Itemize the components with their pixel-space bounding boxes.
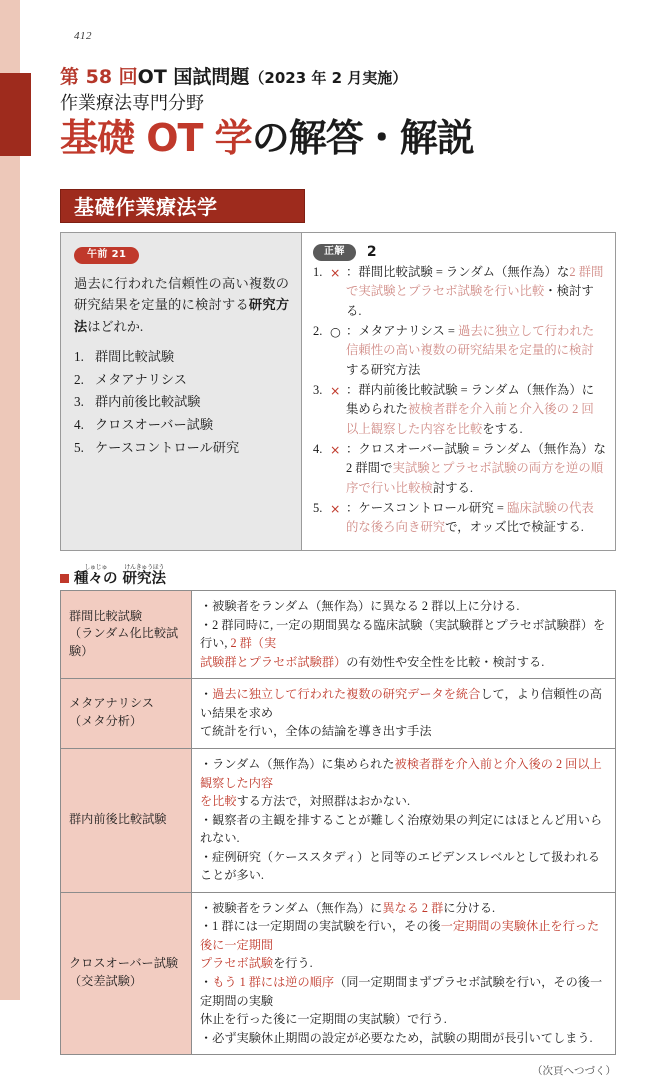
explanation-number: 1. bbox=[313, 264, 323, 279]
method-name-line-1: 群内前後比較試験 bbox=[69, 812, 167, 827]
description-line: ・観察者の主観を排することが難しく治療効果の判定にはほとんど用いられない. bbox=[200, 812, 603, 846]
choice-item[interactable] bbox=[74, 437, 289, 460]
description-line: ・過去に独立して行われた複数の研究データを統合して，より信頼性の高い結果を求め bbox=[200, 687, 602, 720]
description-line: て統計を行い，全体の結論を導き出す手法 bbox=[200, 724, 432, 739]
choice-number: 4. bbox=[74, 417, 84, 433]
explanation-text-a: ：群間比較試験 = ランダム（無作為）な bbox=[346, 264, 570, 279]
choice-number: 1. bbox=[74, 348, 84, 364]
research-table-body bbox=[61, 591, 616, 1055]
page-number: 412 bbox=[74, 30, 92, 42]
choice-label: 群間比較試験 bbox=[95, 348, 175, 364]
explanation-item bbox=[313, 263, 606, 321]
table-row-name-cell bbox=[61, 591, 192, 679]
description-line: ・被験者をランダム（無作為）に異なる 2 群以上に分ける. bbox=[200, 599, 520, 614]
explanation-number: 2. bbox=[313, 323, 323, 338]
choice-label: メタアナリシス bbox=[95, 371, 187, 387]
explanation-text bbox=[346, 322, 606, 380]
explanation-item bbox=[313, 381, 606, 439]
section-header-bar bbox=[60, 189, 305, 223]
choice-number: 5. bbox=[74, 439, 84, 455]
table-row bbox=[61, 679, 616, 749]
table-row-description-cell bbox=[192, 591, 616, 679]
method-name-line-1: 群間比較試験 bbox=[69, 608, 143, 623]
circle-icon: ○ bbox=[330, 323, 341, 339]
question-answer-block bbox=[60, 232, 616, 551]
masthead-main-title bbox=[60, 117, 616, 161]
answer-header bbox=[313, 244, 606, 261]
question-stem-part-a: 過去に行われた信頼性の高い複数の研究結果を定量的に検討する bbox=[74, 275, 289, 313]
research-table-title bbox=[60, 565, 616, 587]
explanation-text bbox=[346, 263, 606, 321]
answer-column bbox=[302, 233, 615, 550]
explanation-text-b: をする. bbox=[482, 421, 523, 436]
description-line: ・症例研究（ケーススタディ）と同等のエビデンスレベルとして扱われることが多い. bbox=[200, 849, 600, 883]
exam-title: OT 国試問題 bbox=[137, 66, 250, 88]
explanation-text-b: ・検討する. bbox=[346, 284, 594, 318]
explanation-text-a: ：ケースコントロール研究 = bbox=[346, 500, 508, 515]
choice-item[interactable] bbox=[74, 369, 289, 392]
table-row bbox=[61, 591, 616, 679]
explanation-item bbox=[313, 499, 606, 538]
description-line: ・1 群には一定期間の実試験を行い，その後一定期間の実験休止を行った後に一定期間 bbox=[200, 919, 600, 952]
explanation-text-b: する研究方法 bbox=[346, 362, 421, 377]
main-title-black: の解答・解説 bbox=[251, 116, 474, 161]
main-title-red: 基礎 OT 学 bbox=[60, 116, 252, 161]
choice-number: 3. bbox=[74, 394, 84, 410]
masthead bbox=[60, 66, 616, 161]
masthead-subject-field: 作業療法専門分野 bbox=[60, 92, 204, 114]
cross-icon: × bbox=[330, 382, 341, 398]
choice-number: 2. bbox=[74, 371, 84, 387]
question-badge: 午前 21 bbox=[74, 247, 139, 264]
method-name-line-2: （ランダム化比較試験） bbox=[69, 626, 179, 659]
masthead-line-1 bbox=[60, 66, 616, 90]
explanation-text-b: 討する. bbox=[432, 480, 474, 495]
explanation-item bbox=[313, 322, 606, 380]
explanation-text-a: ：群内前後比較試験 = ランダム（無作為）に集められた bbox=[346, 382, 595, 417]
method-name-line-2: （交差試験） bbox=[69, 973, 143, 988]
ruby-base: 研究法 bbox=[122, 570, 166, 587]
description-line: 休止を行った後に一定期間の実試験）で行う. bbox=[200, 1012, 447, 1027]
explanation-text-highlight: 過去に独立して行われた信頼性の高い複数の研究結果を定量的に検討 bbox=[346, 323, 595, 358]
cross-icon: × bbox=[330, 500, 341, 516]
exam-number: 第 58 回 bbox=[60, 66, 138, 88]
choice-label: ケースコントロール研究 bbox=[95, 439, 240, 455]
explanation-text-a: ：メタアナリシス = bbox=[346, 323, 458, 338]
description-line: ・もう 1 群には逆の順序（同一定期間まずプラセボ試験を行い，その後一定期間の実験 bbox=[200, 974, 603, 1008]
ruby-group-1 bbox=[74, 565, 118, 587]
ruby-text: しゅじゅ bbox=[84, 563, 108, 571]
explanation-number: 5. bbox=[313, 500, 323, 515]
method-name-line-1: メタアナリシス bbox=[69, 696, 154, 711]
explanation-text-highlight: 2 群間で実試験とプラセボ試験を行い比較 bbox=[346, 264, 604, 299]
question-stem bbox=[74, 273, 289, 337]
answer-badge: 正解 bbox=[313, 244, 356, 261]
continued-note: （次頁へつづく） bbox=[532, 1066, 616, 1078]
choice-label: クロスオーバー試験 bbox=[95, 417, 214, 433]
answer-explanation-list bbox=[313, 263, 606, 538]
table-row-name-cell bbox=[61, 892, 192, 1054]
explanation-number: 4. bbox=[313, 441, 323, 456]
explanation-item bbox=[313, 440, 606, 498]
research-methods-table bbox=[60, 590, 616, 1055]
table-row bbox=[61, 892, 616, 1054]
ruby-text: けんきゅうほう bbox=[124, 563, 165, 571]
explanation-text-highlight: 被検者群を介入前と介入後の 2 回以上観察した内容を比較 bbox=[346, 402, 594, 436]
table-row bbox=[61, 748, 616, 892]
explanation-text-a: ：クロスオーバー試験 = ランダム（無作為）な 2 群間で bbox=[346, 441, 606, 476]
explanation-text-highlight: 臨床試験の代表的な後ろ向き研究 bbox=[346, 500, 594, 535]
table-row-description-cell bbox=[192, 679, 616, 749]
question-column bbox=[61, 233, 302, 550]
section-title: 基礎作業療法学 bbox=[74, 195, 218, 220]
ruby-group-2 bbox=[123, 565, 167, 587]
explanation-text bbox=[346, 499, 606, 538]
explanation-text-b: で，オッズ比で検証する. bbox=[445, 520, 584, 535]
description-line: ・2 群同時に, 一定の期間異なる臨床試験（実試験群とプラセボ試験群）を行い, 2 群（実 bbox=[200, 617, 606, 651]
table-row-description-cell bbox=[192, 892, 616, 1054]
description-line: ・必ず実験休止期間の設定が必要なため，試験の期間が長引いてしまう. bbox=[200, 1030, 593, 1045]
square-bullet-icon bbox=[60, 574, 69, 583]
explanation-number: 3. bbox=[313, 382, 323, 397]
description-line: ・被験者をランダム（無作為）に異なる 2 群に分ける. bbox=[200, 900, 496, 915]
cross-icon: × bbox=[330, 264, 341, 280]
table-row-description-cell bbox=[192, 748, 616, 892]
table-row-name-cell bbox=[61, 679, 192, 749]
description-line: ・ランダム（無作為）に集められた被検者群を介入前と介入後の 2 回以上観察した内容 bbox=[200, 756, 602, 790]
exam-date: （2023 年 2 月実施） bbox=[249, 69, 408, 87]
question-stem-emphasis: 研究方法 bbox=[74, 297, 290, 334]
description-line: プラセボ試験を行う. bbox=[200, 956, 313, 971]
explanation-text bbox=[346, 440, 606, 498]
choice-item[interactable] bbox=[74, 391, 289, 414]
choice-item[interactable] bbox=[74, 346, 289, 369]
correct-answer-number: 2 bbox=[366, 244, 377, 261]
cross-icon: × bbox=[330, 441, 341, 457]
explanation-text-highlight: 実試験とプラセボ試験の両方を逆の順序で行い比較検 bbox=[346, 461, 604, 495]
ruby-base: 種々の bbox=[74, 570, 118, 587]
choice-item[interactable] bbox=[74, 414, 289, 437]
question-stem-part-c: はどれか. bbox=[87, 318, 144, 334]
method-name-line-2: （メタ分析） bbox=[69, 714, 143, 729]
choice-label: 群内前後比較試験 bbox=[95, 394, 201, 410]
description-line: 試験群とプラセボ試験群）の有効性や安全性を比較・検討する. bbox=[200, 654, 545, 669]
question-choice-list bbox=[74, 346, 289, 460]
explanation-text bbox=[346, 381, 606, 439]
table-row-name-cell bbox=[61, 748, 192, 892]
method-name-line-1: クロスオーバー試験 bbox=[69, 956, 179, 971]
description-line: を比較する方法で，対照群はおかない. bbox=[200, 794, 410, 809]
